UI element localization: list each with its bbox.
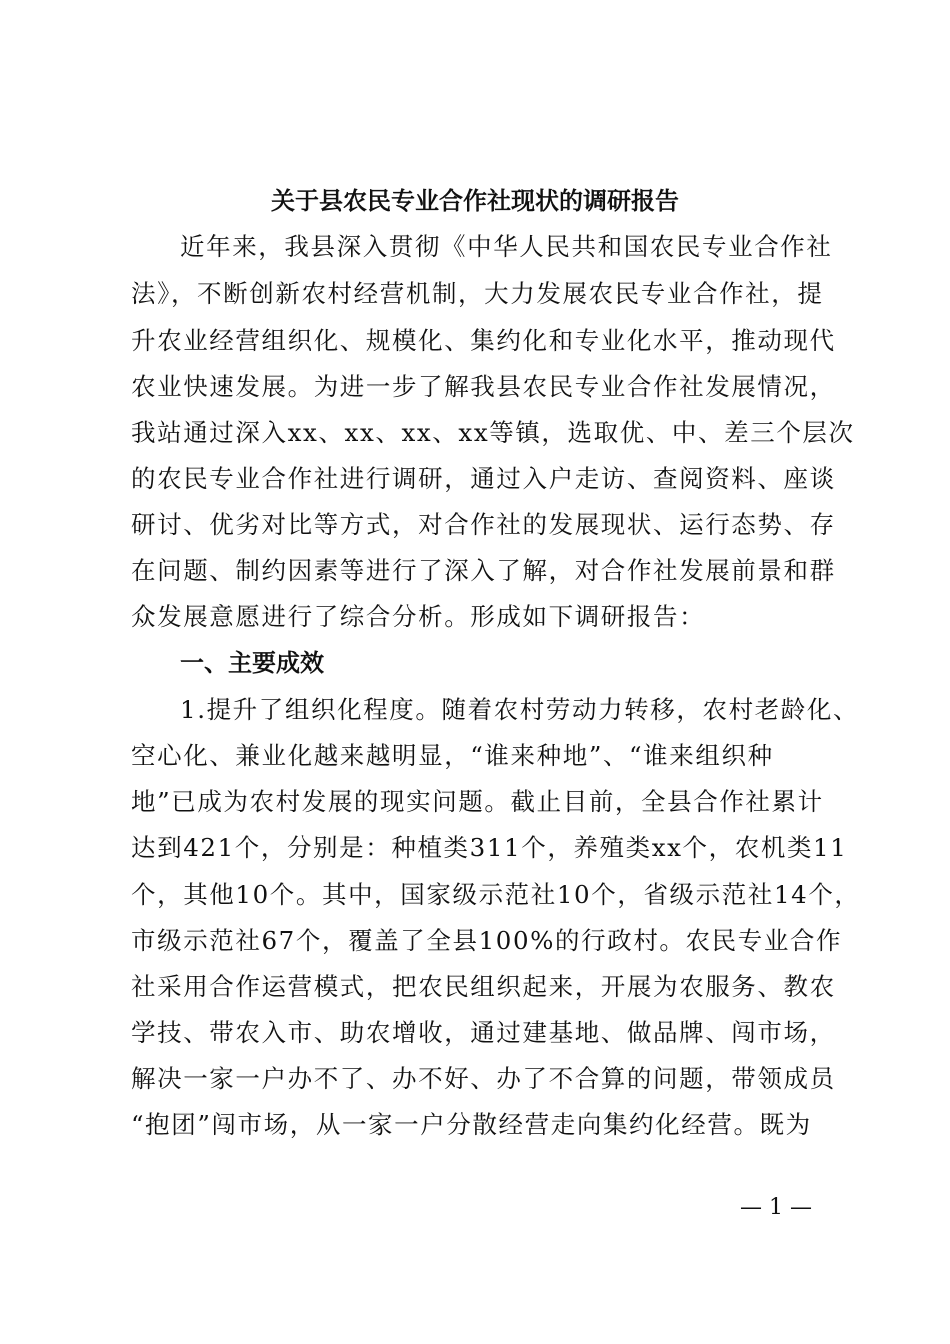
section-heading: 一、主要成效 — [180, 649, 324, 677]
paragraph-line: 地”已成为农村发展的现实问题。截止目前，全县合作社累计 — [131, 787, 824, 816]
document-title: 关于县农民专业合作社现状的调研报告 — [271, 186, 679, 215]
paragraph-line: 达到421个，分别是：种植类311个，养殖类xx个，农机类11 — [131, 833, 848, 862]
paragraph-line: 农业快速发展。为进一步了解我县农民专业合作社发展情况， — [131, 372, 836, 401]
paragraph-line: 研讨、优劣对比等方式，对合作社的发展现状、运行态势、存 — [131, 510, 836, 539]
paragraph-line: 学技、带农入市、助农增收，通过建基地、做品牌、闯市场， — [131, 1018, 836, 1047]
paragraph-line: 解决一家一户办不了、办不好、办了不合算的问题，带领成员 — [131, 1064, 836, 1093]
paragraph-line: 的农民专业合作社进行调研，通过入户走访、查阅资料、座谈 — [131, 464, 836, 493]
paragraph-line: 市级示范社67个，覆盖了全县100%的行政村。农民专业合作 — [131, 926, 843, 955]
page-number: — 1 — — [740, 1195, 812, 1220]
paragraph-line: 社采用合作运营模式，把农民组织起来，开展为农服务、教农 — [131, 972, 836, 1001]
paragraph-line: 空心化、兼业化越来越明显，“谁来种地”、“谁来组织种 — [131, 741, 774, 770]
paragraph-line: 我站通过深入xx、xx、xx、xx等镇，选取优、中、差三个层次 — [131, 418, 855, 447]
paragraph-line: 法》，不断创新农村经营机制，大力发展农民专业合作社，提 — [131, 279, 824, 308]
paragraph-line: 近年来，我县深入贯彻《中华人民共和国农民专业合作社 — [180, 232, 833, 261]
paragraph-line: 1.提升了组织化程度。随着农村劳动力转移，农村老龄化、 — [180, 695, 860, 724]
paragraph-line: “抱团”闯市场，从一家一户分散经营走向集约化经营。既为 — [131, 1110, 812, 1139]
paragraph-line: 个，其他10个。其中，国家级示范社10个，省级示范社14个， — [131, 880, 861, 909]
paragraph-line: 众发展意愿进行了综合分析。形成如下调研报告： — [131, 602, 706, 631]
paragraph-line: 升农业经营组织化、规模化、集约化和专业化水平，推动现代 — [131, 326, 836, 355]
paragraph-line: 在问题、制约因素等进行了深入了解，对合作社发展前景和群 — [131, 556, 836, 585]
